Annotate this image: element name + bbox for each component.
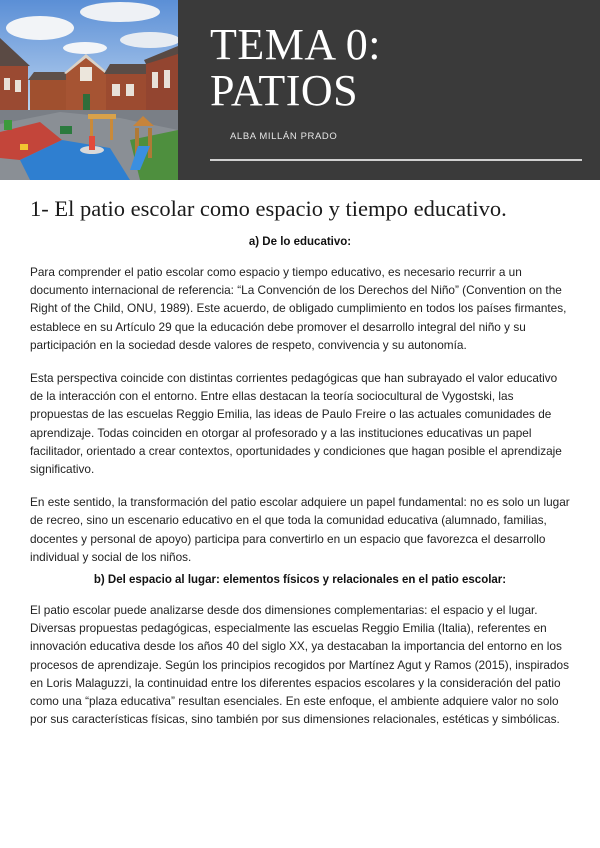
subheading-a: a) De lo educativo: bbox=[248, 236, 352, 248]
title-line-1: TEMA 0: bbox=[210, 20, 381, 69]
schoolyard-photo bbox=[0, 0, 178, 180]
paragraph-a2: Esta perspectiva coincide con distintas corrientes pedagógicas que han subrayado el valor educativo de la interacción con el entorno. Entre ellas destacan la teoría sociocultural de Vygostski, las propuestas de las escuelas Reggio Emilia, las ideas de Paulo Freire o las actuales comunidades de aprendizaje. Todas coinciden en otorgar al profesorado y a las instituciones educativas un papel facilitador, orientado a crear contextos, oportunidades y condiciones que hagan posible el aprendizaje significativo. bbox=[30, 371, 562, 477]
paragraph-b1: El patio escolar puede analizarse desde dos dimensiones complementarias: el espacio y el lugar. Diversas propuestas pedagógicas, especialmente las escuelas Reggio Emilia (Italia), referentes en innovación educativa desde los años 40 del siglo XX, ya destacaban la importancia del entorno en los procesos de aprendizaje. Según los principios recogidos por Martínez Agut y Ramos (2015), inspirados en Loris Malaguzzi, la continuidad entre los diferentes espacios escolares y la consideración del patio como una “plaza educativa” resultan esenciales. En este enfoque, el ambiente adquiere valor no solo por sus características físicas, sino también por sus dimensiones relacionales, estéticas y simbólicas. bbox=[30, 603, 570, 727]
section-title: 1- El patio escolar como espacio y tiempo educativo. bbox=[30, 196, 507, 221]
document-title bbox=[210, 22, 381, 114]
cover-header bbox=[0, 0, 600, 180]
paragraph-a3: En este sentido, la transformación del patio escolar adquiere un papel fundamental: no es solo un lugar de recreo, sino un escenario educativo en el que toda la comunidad educativa (alumnado, familias, docentes y personal de apoyo) participa para convertirlo en un espacio que favorezca el desarrollo individual y social de los niños. bbox=[30, 495, 570, 564]
document-body bbox=[30, 194, 570, 743]
paragraph-a1: Para comprender el patio escolar como espacio y tiempo educativo, es necesario recurrir a un documento internacional de referencia: “La Convención de los Derechos del Niño” (Convention on the Right of the Child, ONU, 1989). Este acuerdo, de obligado cumplimiento en todos los países firmantes, establece en su Artículo 29 que la educación debe promover el desarrollo integral del niño y su participación en la sociedad desde valores de respeto, convivencia y su autonomía. bbox=[30, 265, 567, 352]
title-banner bbox=[178, 0, 600, 180]
title-line-2: PATIOS bbox=[210, 66, 359, 115]
subheading-b: b) Del espacio al lugar: elementos físicos y relacionales en el patio escolar: bbox=[93, 574, 507, 587]
title-divider bbox=[210, 159, 582, 161]
author-name: ALBA MILLÁN PRADO bbox=[230, 131, 338, 142]
